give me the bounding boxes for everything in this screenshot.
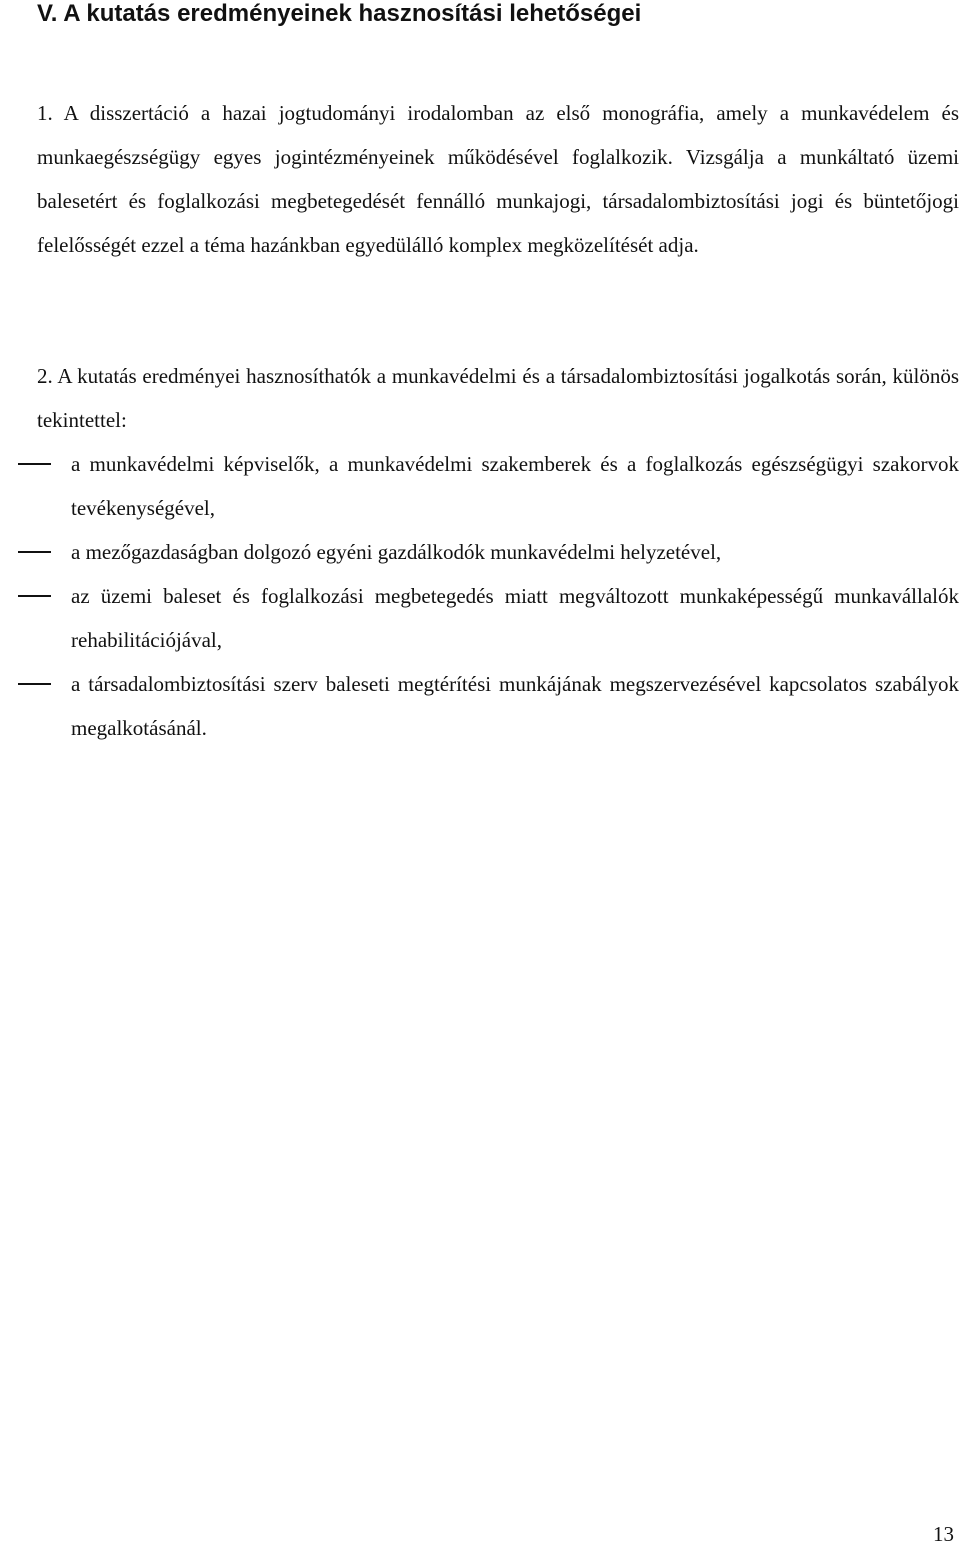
- dash-bullet-icon: [18, 683, 51, 685]
- list-item: [0, 574, 960, 662]
- list-item: [0, 442, 960, 530]
- section-heading: V. A kutatás eredményeinek hasznosítási lehetőségei: [37, 0, 642, 27]
- list-item-text: az üzemi baleset és foglalkozási megbetegedés miatt megváltozott munkaképességű munkavállalók rehabilitációjával,: [71, 584, 959, 652]
- dash-bullet-icon: [18, 463, 51, 465]
- page-number: 13: [933, 1522, 954, 1546]
- paragraph-1: 1. A disszertáció a hazai jogtudományi irodalomban az első monográfia, amely a munkavédelem és munkaegészségügy egyes jogintézményeinek működésével foglalkozik. Vizsgálja a munkáltató üzemi balesetért és foglalkozási megbetegedését fennálló munkajogi, társadalombiztosítási jogi és büntetőjogi felelősségét ezzel a téma hazánkban egyedülálló komplex megközelítését adja.: [37, 101, 959, 257]
- list-item-text: a munkavédelmi képviselők, a munkavédelmi szakemberek és a foglalkozás egészségügyi szakorvok tevékenységével,: [71, 452, 959, 520]
- usage-list: [0, 442, 960, 750]
- list-item-text: a mezőgazdaságban dolgozó egyéni gazdálkodók munkavédelmi helyzetével,: [71, 540, 722, 564]
- list-item-text: a társadalombiztosítási szerv baleseti megtérítési munkájának megszervezésével kapcsolatos szabályok megalkotásánál.: [71, 672, 959, 740]
- list-item: [0, 662, 960, 750]
- dash-bullet-icon: [18, 551, 51, 553]
- dash-bullet-icon: [18, 595, 51, 597]
- list-item: [0, 530, 960, 574]
- paragraph-2: 2. A kutatás eredményei hasznosíthatók a munkavédelmi és a társadalombiztosítási jogalkotás során, különös tekintettel:: [37, 364, 959, 432]
